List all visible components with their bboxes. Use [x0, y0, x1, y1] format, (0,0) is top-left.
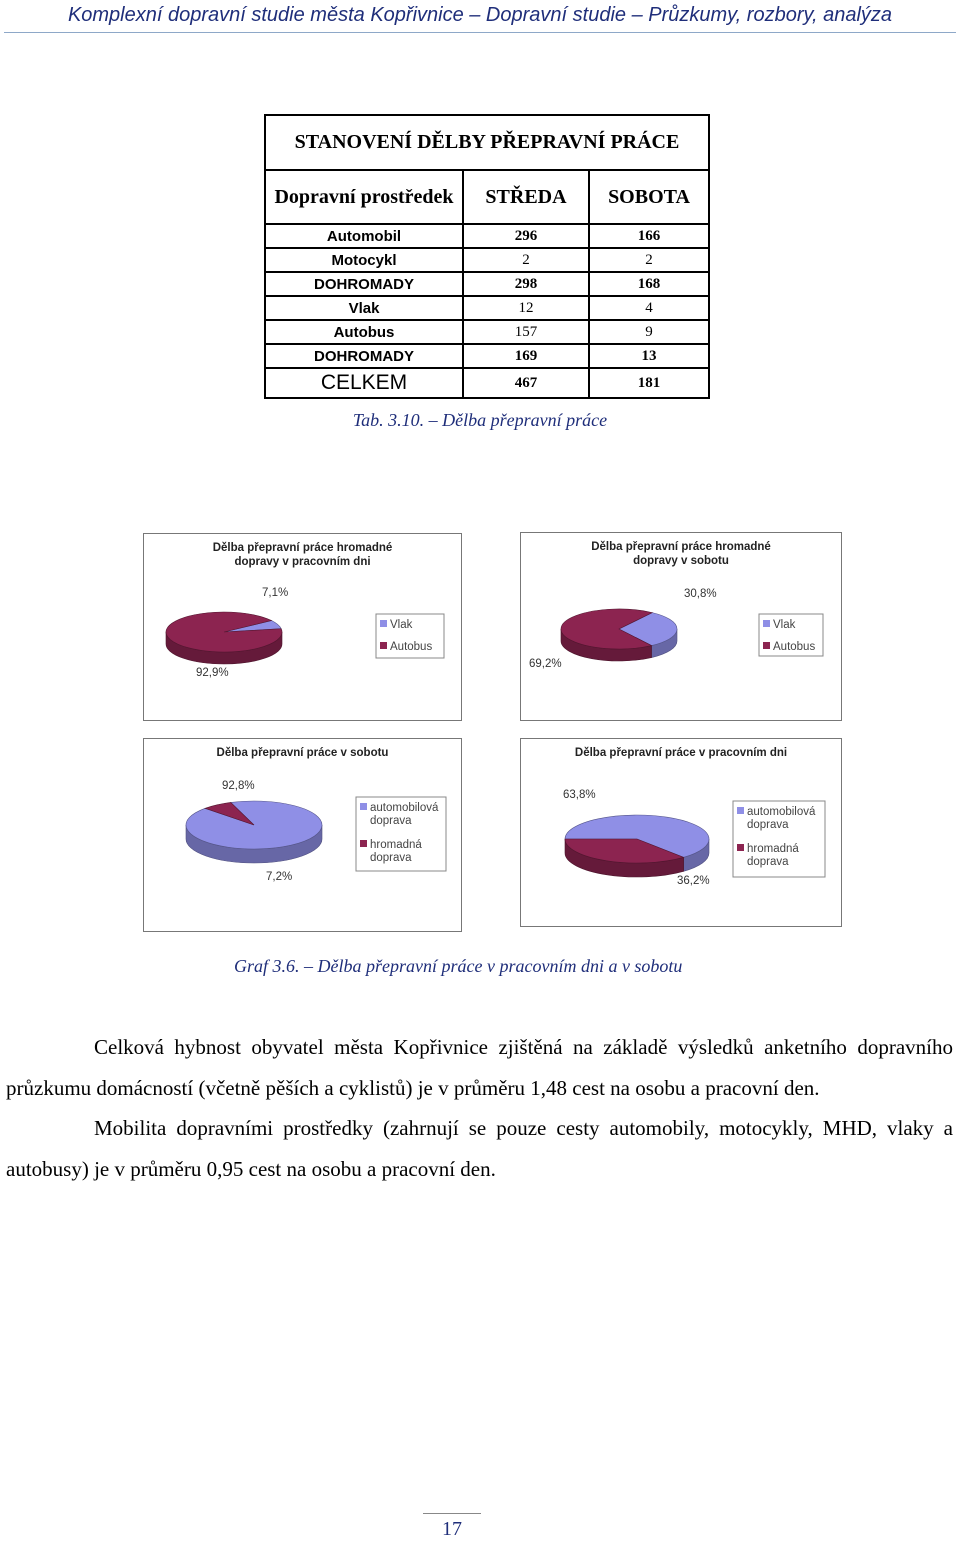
legend-label: doprava: [747, 856, 789, 868]
header-divider: [4, 32, 956, 33]
table-row: [265, 224, 709, 248]
chart-title: dopravy v sobotu: [633, 555, 729, 567]
legend-label: automobilová: [370, 802, 439, 814]
header-title: Komplexní dopravní studie města Kopřivnice – Dopravní studie – Průzkumy, rozbory, analýza: [67, 4, 893, 26]
cell-streda: 467: [463, 368, 589, 398]
pie-chart-svg: [521, 739, 841, 926]
chart-title: Dělba přepravní práce v pracovním dni: [574, 747, 788, 759]
paragraph: Celková hybnost obyvatel města Kopřivnice zjištěná na základě výsledků anketního dopravního průzkumu domácností (včetně pěších a cyklistů) je v průměru 1,48 cest na osobu a pracovní den.: [6, 1035, 953, 1100]
chart-title: dopravy v pracovním dni: [234, 556, 371, 568]
legend-swatch: [763, 620, 770, 627]
legend-label: Autobus: [773, 641, 816, 653]
chart-title: Dělba přepravní práce v sobotu: [216, 747, 389, 759]
paragraph: Mobilita dopravními prostředky (zahrnují se pouze cesty automobily, motocykly, MHD, vlaky a autobusy) je v průměru 0,95 cest na osobu a pracovní den.: [6, 1116, 953, 1181]
pie-chart-svg: [521, 533, 841, 720]
legend-label: doprava: [747, 819, 789, 831]
data-label: 92,9%: [196, 667, 229, 679]
cell-streda: 298: [463, 272, 589, 296]
legend-swatch: [737, 807, 744, 814]
col-header-vehicle: Dopravní prostředek: [265, 170, 463, 224]
row-label: Motocykl: [265, 248, 463, 272]
table-caption: Tab. 3.10. – Dělba přepravní práce: [352, 410, 608, 430]
legend-swatch: [380, 620, 387, 627]
cell-sobota: 4: [589, 296, 709, 320]
split-table: [264, 114, 710, 399]
data-label: 30,8%: [684, 588, 717, 600]
cell-streda: 157: [463, 320, 589, 344]
cell-sobota: 9: [589, 320, 709, 344]
row-label: Vlak: [265, 296, 463, 320]
cell-sobota: 168: [589, 272, 709, 296]
legend-label: Autobus: [390, 641, 433, 653]
table-row: [265, 248, 709, 272]
row-label: Automobil: [265, 224, 463, 248]
data-label: 7,2%: [266, 871, 293, 883]
data-label: 7,1%: [262, 587, 289, 599]
cell-streda: 169: [463, 344, 589, 368]
cell-streda: 12: [463, 296, 589, 320]
cell-sobota: 2: [589, 248, 709, 272]
legend-swatch: [360, 840, 367, 847]
legend-label: Vlak: [390, 619, 413, 631]
cell-sobota: 166: [589, 224, 709, 248]
legend-label: doprava: [370, 815, 412, 827]
chart-weekday-modal: [520, 738, 842, 927]
row-label: DOHROMADY: [265, 272, 463, 296]
table-row-total: [265, 368, 709, 398]
chart-saturday-modal: [143, 738, 462, 932]
col-header-sobota: SOBOTA: [589, 170, 709, 224]
row-label: Autobus: [265, 320, 463, 344]
chart-saturday-public: [520, 532, 842, 721]
legend-swatch: [380, 642, 387, 649]
legend-label: hromadná: [370, 839, 422, 851]
pie-chart-svg: [144, 739, 461, 931]
cell-sobota: 13: [589, 344, 709, 368]
page-header: [0, 0, 960, 34]
legend-label: hromadná: [747, 843, 799, 855]
table-row: [265, 320, 709, 344]
data-label: 92,8%: [222, 780, 255, 792]
chart-title: Dělba přepravní práce hromadné: [591, 541, 771, 553]
table-row: [265, 344, 709, 368]
footer-divider: [423, 1513, 481, 1514]
legend-label: automobilová: [747, 806, 816, 818]
chart-title: Dělba přepravní práce hromadné: [212, 542, 393, 554]
pie-slice: [166, 612, 282, 652]
body-text: [6, 1027, 953, 1189]
legend-swatch: [737, 844, 744, 851]
legend-swatch: [360, 803, 367, 810]
cell-streda: 296: [463, 224, 589, 248]
data-label: 63,8%: [563, 789, 596, 801]
col-header-streda: STŘEDA: [463, 170, 589, 224]
row-label: DOHROMADY: [265, 344, 463, 368]
data-label: 36,2%: [677, 875, 710, 887]
cell-sobota: 181: [589, 368, 709, 398]
legend-label: Vlak: [773, 619, 796, 631]
table-row: [265, 296, 709, 320]
chart-weekday-public: [143, 533, 462, 721]
pie-chart-svg: [144, 534, 461, 720]
legend-swatch: [763, 642, 770, 649]
table-row: [265, 272, 709, 296]
table-title: STANOVENÍ DĚLBY PŘEPRAVNÍ PRÁCE: [265, 115, 709, 170]
graph-caption: Graf 3.6. – Dělba přepravní práce v pracovním dni a v sobotu: [234, 956, 683, 976]
legend-label: doprava: [370, 852, 412, 864]
page-number: 17: [442, 1518, 462, 1540]
cell-streda: 2: [463, 248, 589, 272]
data-label: 69,2%: [529, 658, 562, 670]
row-label: CELKEM: [265, 368, 463, 398]
